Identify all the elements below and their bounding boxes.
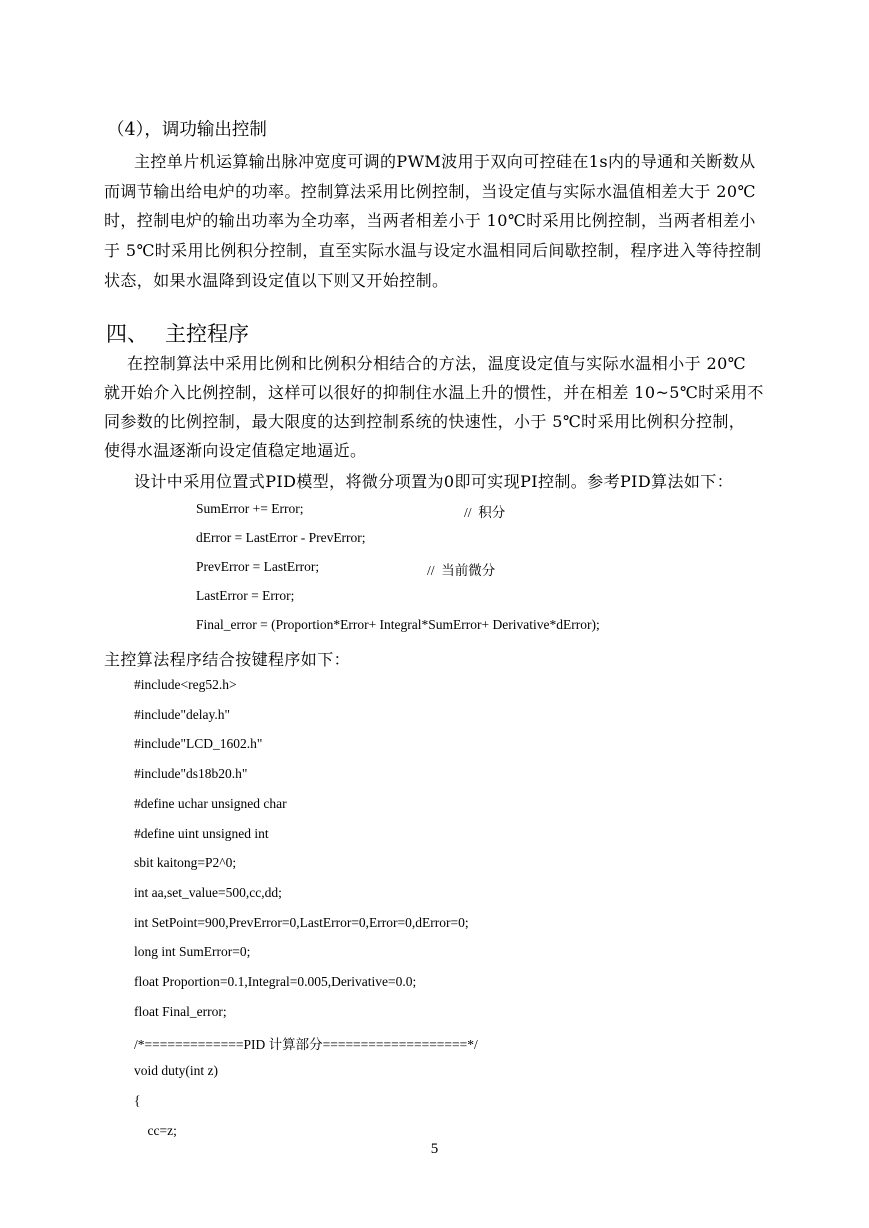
intro-line-2: 就开始介入比例控制，这样可以很好的抑制住水温上升的惯性，并在相差 10~5℃时采用不 [104,383,764,402]
pid-code-comment-3: // 当前微分 [427,563,496,578]
pid-code-line-3: PrevError = LastError; [196,559,320,574]
section-4-line-4: 于 5℃时采用比例积分控制，直至实际水温与设定水温相同后间歇控制，程序进入等待控制 [104,241,762,260]
intro-line-4: 使得水温逐渐向设定值稳定地逼近。 [104,441,367,460]
section-4-line-2: 而调节输出给电炉的功率。控制算法采用比例控制，当设定值与实际水温值相差大于 20℃ [104,182,756,201]
intro-line-1: 在控制算法中采用比例和比例积分相结合的方法，温度设定值与实际水温相小于 20℃ [127,354,746,373]
intro-line-3: 同参数的比例控制，最大限度的达到控制系统的快速性，小于 5℃时采用比例积分控制， [104,412,746,431]
section-4-line-1: 主控单片机运算输出脉冲宽度可调的PWM波用于双向可控硅在1s内的导通和关断数从 [134,152,756,171]
section-4-line-3: 时，控制电炉的输出功率为全功率，当两者相差小于 10℃时采用比例控制，当两者相差小 [104,211,756,230]
pid-code-line-1: SumError += Error; [196,501,304,516]
main-code-line: /*=============PID 计算部分===================*/ [134,1037,478,1052]
main-code-label: 主控算法程序结合按键程序如下： [104,650,351,669]
pid-code-comment-1: // 积分 [464,505,506,520]
pid-intro-line: 设计中采用位置式PID模型，将微分项置为0即可实现PI控制。参考PID算法如下： [134,472,734,491]
main-code-line: #include"delay.h" [134,707,230,722]
main-code-line: float Proportion=0.1,Integral=0.005,Derivative=0.0; [134,974,417,989]
pid-code-line-2: dError = LastError - PrevError; [196,530,366,545]
pid-code-line-4: LastError = Error; [196,588,295,603]
main-code-line: { [134,1093,141,1108]
main-code-line: #include<reg52.h> [134,677,237,692]
main-code-line: #define uchar unsigned char [134,796,287,811]
main-code-line: #include"ds18b20.h" [134,766,248,781]
main-code-line: #include"LCD_1602.h" [134,736,263,751]
main-code-line: #define uint unsigned int [134,826,269,841]
pid-code-line-5: Final_error = (Proportion*Error+ Integral*SumError+ Derivative*dError); [196,617,600,632]
main-code-line: int SetPoint=900,PrevError=0,LastError=0,Error=0,dError=0; [134,915,469,930]
section-heading-title: 主控程序 [165,322,249,346]
main-code-line: sbit kaitong=P2^0; [134,855,237,870]
section-4-line-5: 状态，如果水温降到设定值以下则又开始控制。 [104,271,449,290]
main-code-line: float Final_error; [134,1004,227,1019]
main-code-line: int aa,set_value=500,cc,dd; [134,885,282,900]
main-code-line: void duty(int z) [134,1063,218,1078]
page-number: 5 [430,1141,439,1157]
section-heading-number: 四、 [106,322,148,346]
main-code-line: cc=z; [134,1123,177,1138]
section-4-title: （4），调功输出控制 [107,120,267,140]
main-code-line: long int SumError=0; [134,944,251,959]
